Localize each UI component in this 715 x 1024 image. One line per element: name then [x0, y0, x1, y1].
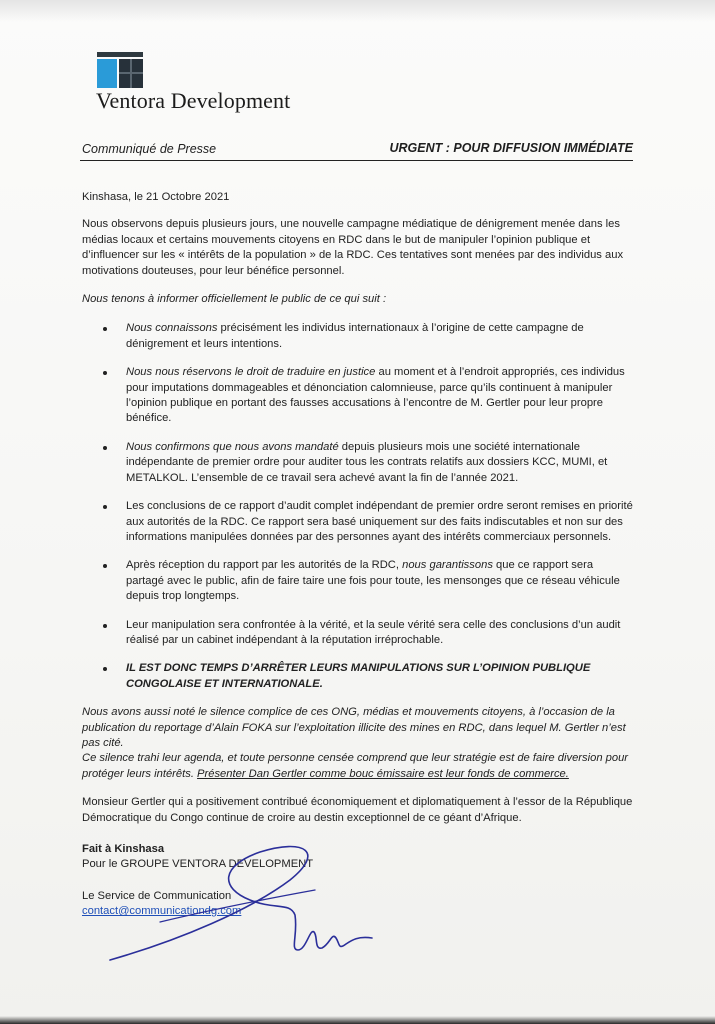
- bullet-text: que ce rapport sera partagé avec le public, afin de faire taire une fois pour toute, les mensonges que ce réseau véhicule depuis trop longtemps.: [126, 559, 620, 603]
- lead-in: Nous tenons à informer officiellement le public de ce qui suit :: [82, 293, 387, 306]
- signature-department: Le Service de Communication: [82, 889, 232, 902]
- company-logo-icon: [97, 52, 143, 88]
- list-item: [82, 499, 634, 545]
- silence-paragraph: Nous avons aussi noté le silence complice de ces ONG, médias et mouvements citoyens, à l’occasion de la publication du reportage d’Alain FOKA sur l’exploitation illicite des mines en RDC, dans lequel M. Gertler n’est pas cité.: [82, 706, 626, 749]
- bullet-text: au moment et à l’endroit appropriés, ces individus pour imputations dommageables et dénonciation calomnieuse, parce qu’ils continuent à manipuler l’opinion publique en portant des fausses accusations à l’encontre de M. Gertler pour leur propre bénéfice.: [126, 366, 625, 425]
- list-item: [82, 661, 634, 692]
- list-item: [82, 321, 634, 352]
- bullet-emphasis: Nous confirmons que nous avons mandaté: [126, 440, 339, 453]
- bullet-emphasis: nous garantissons: [402, 559, 493, 572]
- closing-paragraph: Monsieur Gertler qui a positivement contribué économiquement et diplomatiquement à l’essor de la République Démocratique du Congo continue de croire au destin exceptionnel de ce géant d’Afrique.: [82, 796, 633, 824]
- bullet-text: Leur manipulation sera confrontée à la vérité, et la seule vérité sera celle des conclusions d’un audit réalisé par un cabinet indépendant à la réputation irréprochable.: [126, 618, 621, 646]
- list-item: [82, 440, 634, 486]
- bullet-text: Après réception du rapport par les autorités de la RDC,: [126, 559, 403, 572]
- intro-paragraph: Nous observons depuis plusieurs jours, une nouvelle campagne médiatique de dénigrement menée dans les médias locaux et certains mouvements citoyens en RDC dans le but de manipuler l’opinion publique et d’influencer sur les « intérêts de la population » de la RDC. Ces tentatives sont menées par des individus aux motivations douteuses, pour leur bénéfice personnel.: [82, 218, 624, 277]
- dateline: Kinshasa, le 21 Octobre 2021: [82, 191, 230, 203]
- bullet-text: depuis plusieurs mois une société internationale indépendante de premier ordre pour auditer tous les contrats relatifs aux dossiers KCC, MUMI, et METALKOL. L’ensemble de ce travail sera achevé avant la fin de l’année 2021.: [126, 440, 608, 484]
- bullet-icon: [103, 564, 107, 568]
- contact-email-link[interactable]: contact@communicationdg.com: [82, 905, 242, 918]
- bullet-text: Les conclusions de ce rapport d’audit complet indépendant de premier ordre seront remises en priorité aux autorités de la RDC. Ce rapport sera basé uniquement sur des faits indiscutables et non sur des informations manipulées données par des personnes ayant des intérêts commerciaux personnels.: [126, 500, 633, 543]
- list-item: [82, 558, 634, 604]
- bullet-text: précisément les individus internationaux à l’origine de cette campagne de dénigrement et leurs intentions.: [126, 322, 584, 350]
- bullet-icon: [103, 371, 107, 375]
- signature-block: [82, 842, 634, 920]
- list-item: [82, 365, 634, 427]
- bullet-emphasis: Nous nous réservons le droit de traduire en justice: [126, 366, 376, 379]
- signature-org: Pour le GROUPE VENTORA DEVELOPMENT: [82, 858, 314, 871]
- bullet-icon: [103, 446, 107, 450]
- urgent-label: URGENT : POUR DIFFUSION IMMÉDIATE: [389, 141, 633, 155]
- bullet-icon: [103, 505, 107, 509]
- release-header: [80, 140, 633, 161]
- agenda-underlined: Présenter Dan Gertler comme bouc émissaire est leur fonds de commerce.: [197, 767, 569, 780]
- bullet-icon: [103, 327, 107, 331]
- press-release-label: Communiqué de Presse: [82, 142, 217, 156]
- agenda-text: Ce silence trahi leur agenda, et toute personne censée comprend que leur stratégie est de faire diversion pour protéger leurs intérêts.: [82, 752, 629, 780]
- release-body: [82, 190, 634, 920]
- signature-place: Fait à Kinshasa: [82, 843, 165, 855]
- statement-list: [82, 321, 634, 692]
- scan-shadow-top: [0, 0, 715, 22]
- scan-shadow-bottom: [0, 1016, 715, 1024]
- bullet-emphasis: Nous connaissons: [126, 322, 218, 335]
- agenda-paragraph: [82, 751, 634, 782]
- company-name: Ventora Development: [96, 88, 291, 113]
- bullet-conclusion: IL EST DONC TEMPS D’ARRÊTER LEURS MANIPULATIONS SUR L’OPINION PUBLIQUE CONGOLAISE ET INTERNATIONALE.: [126, 662, 591, 690]
- bullet-icon: [103, 667, 107, 671]
- bullet-icon: [103, 624, 107, 628]
- list-item: [82, 618, 634, 649]
